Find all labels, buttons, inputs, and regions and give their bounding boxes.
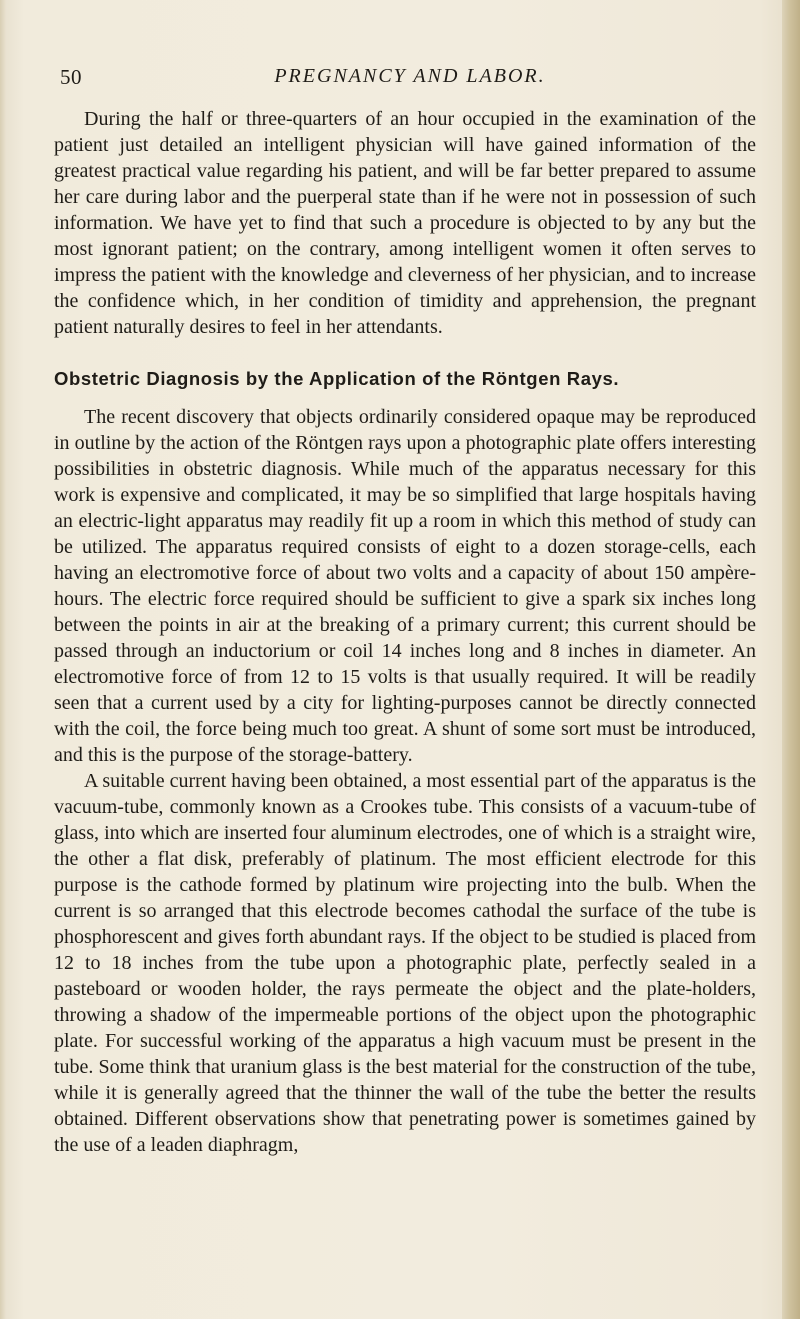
page-right-edge [782,0,800,1319]
page-header [60,65,760,93]
paragraph-rays-2: A suitable current having been obtained, a most essential part of the apparatus is the vacuum-tube, commonly known as a Crookes tube. This consists of a vacuum-tube of glass, into which are inserted four aluminum electrodes, one of which is a straight wire, the other a flat disk, preferably of platinum. The most efficient electrode for this purpose is the cathode formed by platinum wire projecting into the bulb. When the current is so arranged that this electrode becomes cathodal the surface of the tube is phosphorescent and gives forth abundant rays. If the object to be studied is placed from 12 to 18 inches from the tube upon a photographic plate, perfectly sealed in a pasteboard or wooden holder, the rays permeate the object and the plate-holders, throwing a shadow of the impermeable portions of the object upon the photographic plate. For successful working of the apparatus a high vacuum must be present in the tube. Some think that uranium glass is the best material for the construction of the tube, while it is generally agreed that the thinner the wall of the tube the better the results obtained. Different observations show that penetrating power is sometimes gained by the use of a leaden diaphragm, [54,770,756,1156]
body-text [54,106,756,1158]
paragraph-intro: During the half or three-quarters of an hour occupied in the examination of the patient just detailed an intelligent physician will have gained information of the greatest practical value regarding his patient, and will be far better prepared to assume her care during labor and the puerperal state than if he were not in possession of such information. We have yet to find that such a procedure is objected to by any but the most ignorant patient; on the contrary, among intelligent women it often serves to impress the patient with the knowledge and cleverness of her physician, and to increase the confidence which, in her condition of timidity and apprehension, the pregnant patient naturally desires to feel in her attendants. [54,108,756,338]
page-number: 50 [60,65,82,89]
section-heading: Obstetric Diagnosis by the Application of the Röntgen Rays. [54,368,620,389]
page-left-edge [0,0,6,1319]
paragraph-rays-1: The recent discovery that objects ordinarily considered opaque may be reproduced in outline by the action of the Röntgen rays upon a photographic plate offers interesting possibilities in obstetric diagnosis. While much of the apparatus necessary for this work is expensive and complicated, it may be so simplified that large hospitals having an electric-light apparatus may readily fit up a room in which this method of study can be utilized. The apparatus required consists of eight to a dozen storage-cells, each having an electromotive force of about two volts and a capacity of about 150 ampère-hours. The electric force required should be sufficient to give a spark six inches long between the points in air at the breaking of a primary current; this current should be passed through an inductorium or coil 14 inches long and 8 inches in diameter. An electromotive force of from 12 to 15 volts is that usually required. It will be readily seen that a current used by a city for lighting-purposes cannot be directly connected with the coil, the force being much too great. A shunt of some sort must be introduced, and this is the purpose of the storage-battery. [54,406,756,766]
running-title: PREGNANCY AND LABOR. [274,65,546,87]
